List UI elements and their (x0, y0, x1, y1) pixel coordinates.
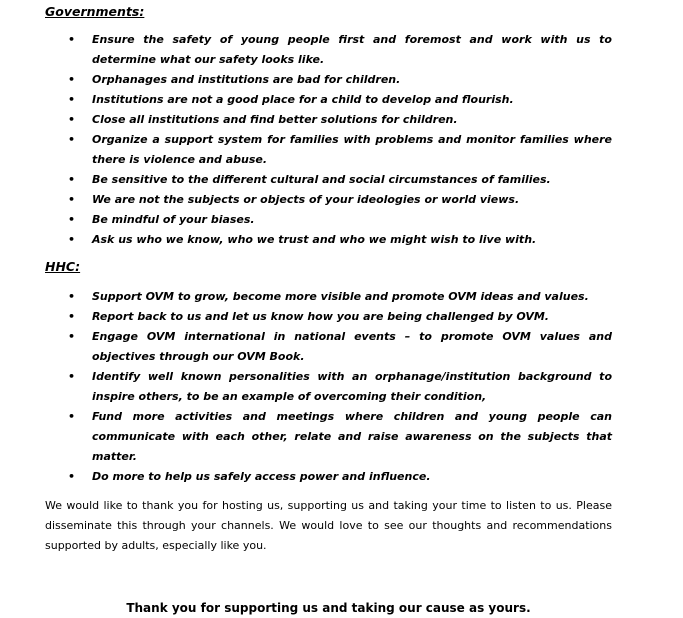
list-item-text: We are not the subjects or objects of your ideologies or world views. (92, 193, 520, 206)
list-item (45, 130, 612, 170)
section-heading-governments (45, 2, 612, 22)
list-item-text: Support OVM to grow, become more visible and promote OVM ideas and values. (92, 290, 589, 303)
list-item-text: Report back to us and let us know how you are being challenged by OVM. (92, 310, 549, 323)
list-item (45, 467, 612, 487)
list-item-text: Engage OVM international in national events – to promote OVM values and objectives through our OVM Book. (92, 330, 612, 363)
list-item (45, 70, 612, 90)
list-item (45, 230, 612, 250)
list-item (45, 90, 612, 110)
list-item (45, 327, 612, 367)
list-item (45, 170, 612, 190)
list-item-text: Do more to help us safely access power and influence. (92, 470, 431, 483)
list-item-text: Fund more activities and meetings where children and young people can communicate with each other, relate and raise awareness on the subjects that matter. (92, 410, 612, 463)
list-item (45, 110, 612, 130)
list-item-text: Institutions are not a good place for a child to develop and flourish. (92, 93, 514, 106)
list-item (45, 30, 612, 70)
hhc-bullet-list (45, 287, 612, 487)
list-item (45, 287, 612, 307)
list-item-text: Ask us who we know, who we trust and who we might wish to live with. (92, 233, 537, 246)
list-item (45, 307, 612, 327)
list-item (45, 190, 612, 210)
list-item-text: Organize a support system for families with problems and monitor families where there is violence and abuse. (92, 133, 612, 166)
list-item (45, 210, 612, 230)
list-item-text: Be sensitive to the different cultural and social circumstances of families. (92, 173, 551, 186)
list-item-text: Be mindful of your biases. (92, 213, 255, 226)
list-item-text: Orphanages and institutions are bad for children. (92, 73, 401, 86)
section-heading-hhc-text: HHC: (45, 259, 81, 274)
list-item (45, 407, 612, 467)
section-heading-hhc (45, 257, 612, 277)
section-heading-governments-text: Governments: (45, 4, 145, 19)
list-item-text: Ensure the safety of young people first and foremost and work with us to determine what our safety looks like. (92, 33, 612, 66)
closing-paragraph: We would like to thank you for hosting us, supporting us and taking your time to listen to us. Please disseminate this through your channels. We would love to see our thoughts and recommendations supported by adults, especially like you. (45, 499, 612, 552)
list-item-text: Identify well known personalities with an orphanage/institution background to inspire others, to be an example of overcoming their condition, (92, 370, 612, 403)
list-item-text: Close all institutions and find better solutions for children. (92, 113, 458, 126)
governments-bullet-list (45, 30, 612, 250)
list-item (45, 367, 612, 407)
thank-you-line: Thank you for supporting us and taking our cause as yours. (126, 601, 531, 615)
